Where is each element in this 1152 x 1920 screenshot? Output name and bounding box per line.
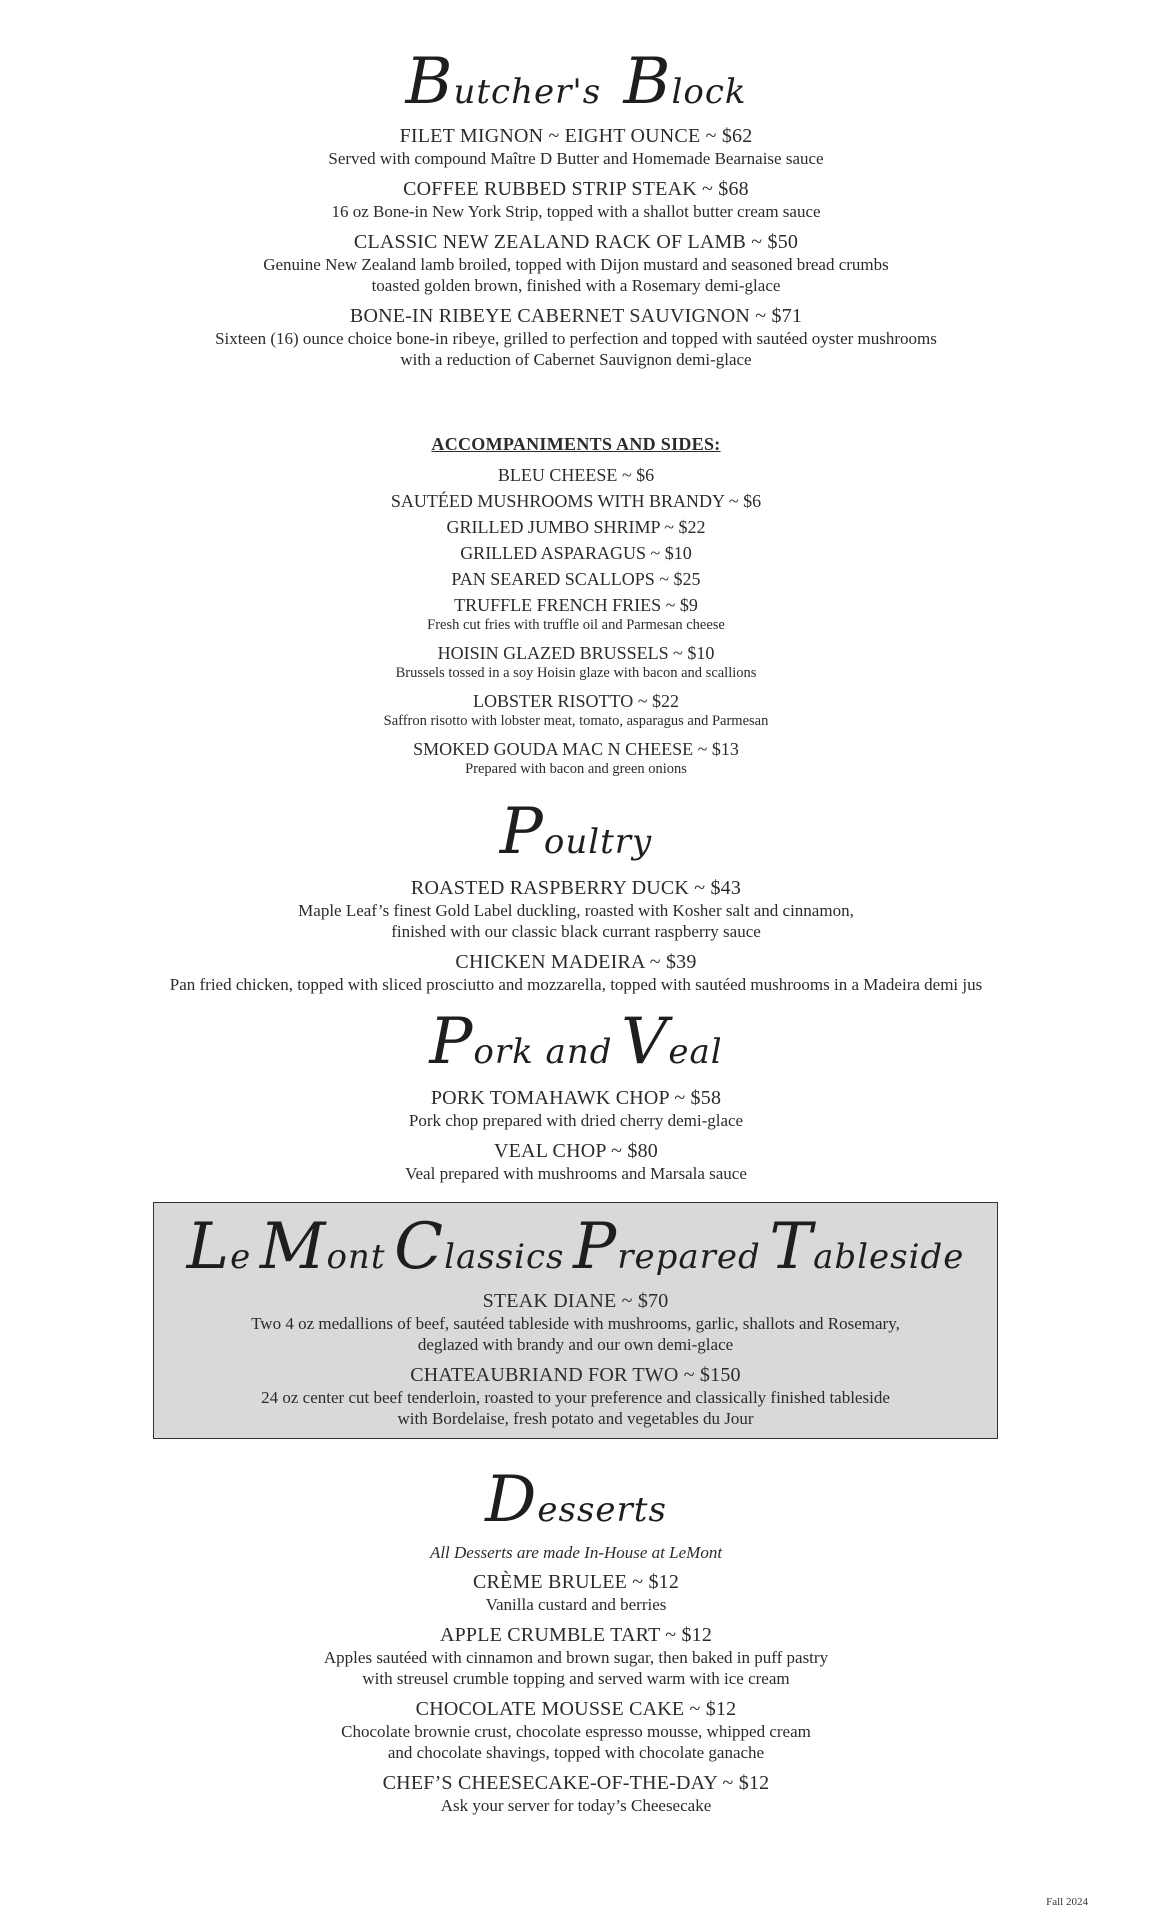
side-item: BLEU CHEESE ~ $6 [497,465,655,485]
item-description: Vanilla custard and berries [485,1595,667,1614]
season-footer: Fall 2024 [1046,1896,1088,1908]
menu-item [0,177,1152,222]
side-item: SMOKED GOUDA MAC N CHEESE ~ $13 [413,739,739,759]
item-name: CRÈME BRULEE ~ $12 [472,1571,680,1593]
poultry-title: Poultry [499,795,653,869]
side-item: GRILLED ASPARAGUS ~ $10 [460,543,692,563]
side-item: TRUFFLE FRENCH FRIES ~ $9 [454,595,698,615]
desserts-section [0,1463,1152,1816]
item-name: FILET MIGNON ~ EIGHT OUNCE ~ $62 [399,125,753,147]
menu-item [0,304,1152,370]
menu-item [0,1570,1152,1615]
item-description: with Bordelaise, fresh potato and vegetables du Jour [397,1409,754,1428]
item-name: CHEF’S CHEESECAKE-OF-THE-DAY ~ $12 [382,1772,770,1794]
side-description: Prepared with bacon and green onions [465,761,687,777]
accompaniments-section [0,432,1152,778]
item-description: finished with our classic black currant raspberry sauce [391,922,761,941]
menu-item [0,230,1152,296]
desserts-title: Desserts [485,1463,667,1537]
item-description: Maple Leaf’s finest Gold Label duckling, roasted with Kosher salt and cinnamon, [298,901,854,920]
item-name: APPLE CRUMBLE TART ~ $12 [439,1624,713,1646]
item-description: Pan fried chicken, topped with sliced prosciutto and mozzarella, topped with sautéed mushrooms in a Madeira demi jus [169,975,983,994]
menu-item [0,1623,1152,1689]
item-description: Chocolate brownie crust, chocolate espresso mousse, whipped cream [341,1722,811,1741]
classics-box [153,1202,998,1439]
side-item: GRILLED JUMBO SHRIMP ~ $22 [446,517,706,537]
item-name: STEAK DIANE ~ $70 [482,1290,669,1312]
butchers-block-section [0,45,1152,370]
item-description: Two 4 oz medallions of beef, sautéed tableside with mushrooms, garlic, shallots and Rosemary, [251,1314,900,1333]
item-description: with a reduction of Cabernet Sauvignon demi-glace [400,350,752,369]
item-description: deglazed with brandy and our own demi-glace [417,1335,734,1354]
item-name: CLASSIC NEW ZEALAND RACK OF LAMB ~ $50 [353,231,799,253]
desserts-note: All Desserts are made In-House at LeMont [429,1543,723,1562]
item-name: BONE-IN RIBEYE CABERNET SAUVIGNON ~ $71 [349,305,803,327]
item-name: ROASTED RASPBERRY DUCK ~ $43 [410,877,742,899]
menu-item [154,1289,997,1355]
item-description: Apples sautéed with cinnamon and brown sugar, then baked in puff pastry [323,1648,829,1667]
item-description: 16 oz Bone-in New York Strip, topped with a shallot butter cream sauce [331,202,821,221]
poultry-section [0,795,1152,995]
item-description: with streusel crumble topping and served warm with ice cream [362,1669,790,1688]
item-name: CHATEAUBRIAND FOR TWO ~ $150 [410,1364,741,1386]
item-name: COFFEE RUBBED STRIP STEAK ~ $68 [403,178,749,200]
menu-item [0,1697,1152,1763]
classics-title: Le Mont Classics Prepared Tableside [186,1210,965,1284]
item-description: 24 oz center cut beef tenderloin, roasted to your preference and classically finished tableside [261,1388,890,1407]
menu-item [154,1363,997,1429]
item-name: CHOCOLATE MOUSSE CAKE ~ $12 [415,1698,737,1720]
pork-veal-section [0,1005,1152,1184]
butchers-block-title: Butcher's Block [405,45,747,119]
pork-veal-title: Pork and Veal [429,1005,723,1079]
item-name: PORK TOMAHAWK CHOP ~ $58 [430,1087,722,1109]
side-item: LOBSTER RISOTTO ~ $22 [473,691,679,711]
item-description: Genuine New Zealand lamb broiled, topped with Dijon mustard and seasoned bread crumbs [263,255,889,274]
item-description: Veal prepared with mushrooms and Marsala sauce [405,1164,747,1183]
item-description: Sixteen (16) ounce choice bone-in ribeye, grilled to perfection and topped with sautéed oyster mushrooms [215,329,937,348]
menu-item [0,1771,1152,1816]
item-name: VEAL CHOP ~ $80 [493,1140,658,1162]
menu-item [0,1139,1152,1184]
menu-item [0,1086,1152,1131]
side-description: Saffron risotto with lobster meat, tomato, asparagus and Parmesan [383,713,769,729]
side-item: SAUTÉED MUSHROOMS WITH BRANDY ~ $6 [390,491,762,511]
item-description: Served with compound Maître D Butter and Homemade Bearnaise sauce [328,149,824,168]
item-description: toasted golden brown, finished with a Rosemary demi-glace [371,276,781,295]
item-description: and chocolate shavings, topped with chocolate ganache [387,1743,765,1762]
side-item: HOISIN GLAZED BRUSSELS ~ $10 [437,643,715,663]
side-description: Fresh cut fries with truffle oil and Parmesan cheese [427,617,725,633]
accompaniments-heading: ACCOMPANIMENTS AND SIDES: [431,434,721,454]
menu-item [0,950,1152,995]
item-description: Ask your server for today’s Cheesecake [440,1796,712,1815]
menu-item [0,876,1152,942]
item-name: CHICKEN MADEIRA ~ $39 [455,951,697,973]
side-description: Brussels tossed in a soy Hoisin glaze with bacon and scallions [395,665,757,681]
menu-item [0,124,1152,169]
side-item: PAN SEARED SCALLOPS ~ $25 [451,569,701,589]
item-description: Pork chop prepared with dried cherry demi-glace [408,1111,744,1130]
